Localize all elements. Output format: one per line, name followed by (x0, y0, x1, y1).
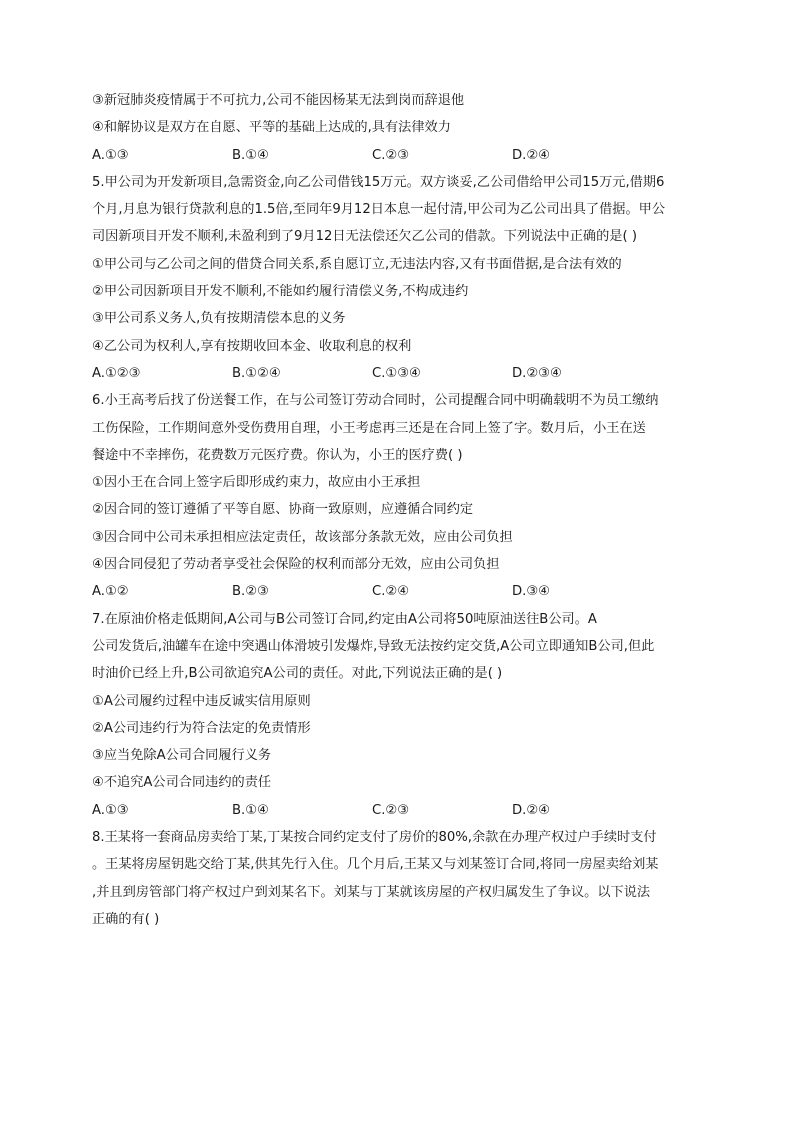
q8-stem-line-2: 。王某将房屋钥匙交给丁某,供其先行入住。几个月后,王某又与刘某签订合同,将同一房屋卖给刘某 (92, 857, 659, 873)
q7-options (92, 802, 712, 829)
q7-stem-line-2: 公司发货后,油罐车在途中突遇山体滑坡引发爆炸,导致无法按约定交货,A公司立即通知B公司,但此 (92, 638, 655, 654)
q6-statement-4: ④因合同侵犯了劳动者享受社会保险的权利而部分无效，应由公司负担 (92, 557, 500, 573)
q7-stem-line-1: 7.在原油价格走低期间,A公司与B公司签订合同,约定由A公司将50吨原油送往B公司。A (92, 611, 597, 627)
q5-statement-4: ④乙公司为权利人,享有按期收回本金、收取利息的权利 (92, 338, 412, 354)
q6-statement-1: ①因小王在合同上签字后即形成约束力，故应由小王承担 (92, 475, 421, 491)
q5-stem-line-3: 司因新项目开发不顺利,未盈利到了9月12日无法偿还欠乙公司的借款。下列说法中正确的是( ) (92, 229, 637, 245)
q4-option-d: D.②④ (512, 147, 550, 163)
q6-stem-line-1: 6.小王高考后找了份送餐工作，在与公司签订劳动合同时，公司提醒合同中明确载明不为员工缴纳 (92, 393, 659, 409)
q5-statement-2: ②甲公司因新项目开发不顺利,不能如约履行清偿义务,不构成违约 (92, 284, 469, 300)
q7-statement-2: ②A公司违约行为符合法定的免责情形 (92, 720, 311, 736)
q5-stem-line-2: 个月,月息为银行贷款利息的1.5倍,至同年9月12日本息一起付清,甲公司为乙公司出具了借据。甲公 (92, 202, 666, 218)
q4-options (92, 147, 712, 174)
q4-option-a: A.①③ (92, 147, 129, 163)
q4-option-b: B.①④ (232, 147, 269, 163)
q7-option-a: A.①③ (92, 802, 129, 818)
q4-statement-3: ③新冠肺炎疫情属于不可抗力,公司不能因杨某无法到岗而辞退他 (92, 93, 465, 108)
q8-stem-line-4: 正确的有( ) (92, 911, 160, 927)
q5-stem-line-1: 5.甲公司为开发新项目,急需资金,向乙公司借钱15万元。双方谈妥,乙公司借给甲公司15万元,借期6 (92, 174, 665, 190)
q5-option-c: C.①③④ (372, 365, 421, 381)
q7-statement-3: ③应当免除A公司合同履行义务 (92, 748, 272, 764)
q5-option-d: D.②③④ (512, 365, 562, 381)
q4-statement-4: ④和解协议是双方在自愿、平等的基础上达成的,具有法律效力 (92, 120, 451, 136)
q5-options (92, 365, 712, 392)
q6-stem-line-2: 工伤保险，工作期间意外受伤费用自理，小王考虑再三还是在合同上签了字。数月后，小王在送 (92, 420, 646, 436)
q6-option-c: C.②④ (372, 584, 410, 600)
q7-statement-1: ①A公司履约过程中违反诚实信用原则 (92, 693, 311, 709)
q6-option-d: D.③④ (512, 584, 550, 600)
q6-option-a: A.①② (92, 584, 129, 600)
q4-option-c: C.②③ (372, 147, 410, 163)
q7-option-c: C.②③ (372, 802, 410, 818)
q6-options (92, 583, 712, 610)
q6-option-b: B.②③ (232, 584, 269, 600)
q5-statement-1: ①甲公司与乙公司之间的借贷合同关系,系自愿订立,无违法内容,又有书面借据,是合法有效的 (92, 256, 622, 272)
q6-stem-line-3: 餐途中不幸摔伤，花费数万元医疗费。你认为，小王的医疗费( ) (92, 447, 463, 463)
q7-option-b: B.①④ (232, 802, 269, 818)
q7-statement-4: ④不追究A公司合同违约的责任 (92, 775, 272, 791)
q5-option-a: A.①②③ (92, 365, 141, 381)
q8-stem-line-1: 8.王某将一套商品房卖给丁某,丁某按合同约定支付了房价的80%,余款在办理产权过户手续时支付 (92, 830, 657, 846)
q6-statement-3: ③因合同中公司未承担相应法定责任，故该部分条款无效，应由公司负担 (92, 529, 513, 545)
q5-statement-3: ③甲公司系义务人,负有按期清偿本息的义务 (92, 311, 346, 327)
q7-stem-line-3: 时油价已经上升,B公司欲追究A公司的责任。对此,下列说法正确的是( ) (92, 666, 503, 682)
q8-stem-line-3: ,并且到房管部门将产权过户到刘某名下。刘某与丁某就该房屋的产权归属发生了争议。以下说法 (92, 884, 651, 900)
document-page (92, 92, 712, 938)
q5-option-b: B.①②④ (232, 365, 281, 381)
q6-statement-2: ②因合同的签订遵循了平等自愿、协商一致原则，应遵循合同约定 (92, 502, 474, 518)
q7-option-d: D.②④ (512, 802, 550, 818)
